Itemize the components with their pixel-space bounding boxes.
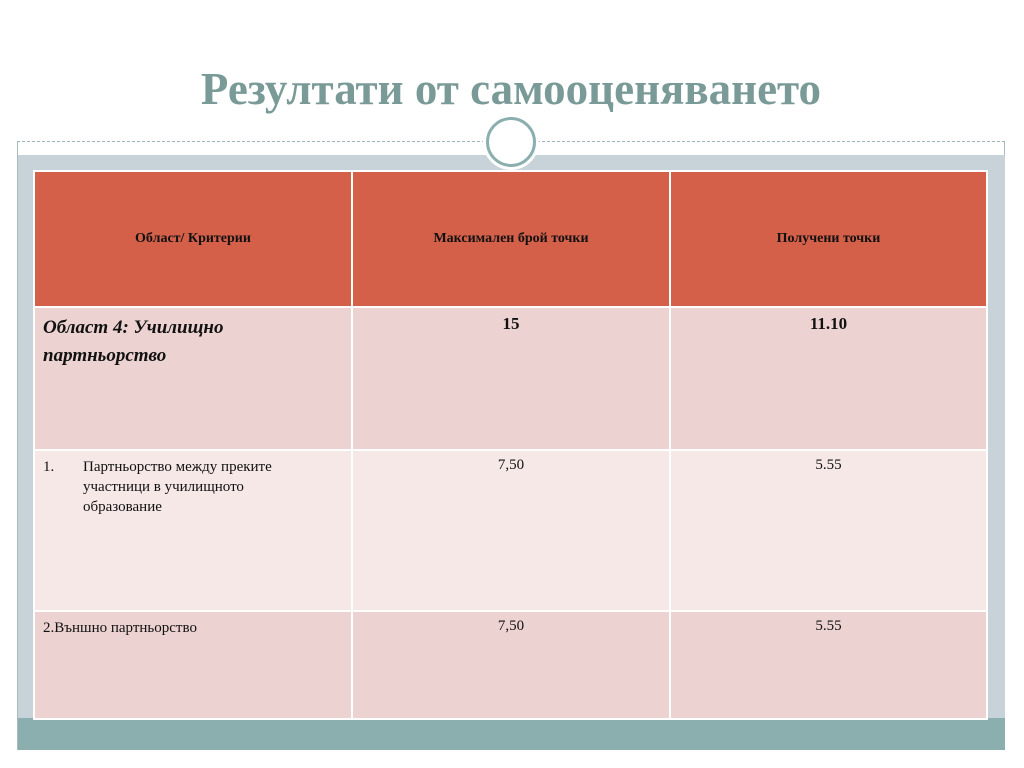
received-cell [670, 611, 987, 719]
criterion-received-points: 5.55 [815, 618, 842, 634]
area-cell [34, 307, 352, 450]
header-received-points: Получени точки [670, 171, 987, 307]
header-max-points: Максимален брой точки [352, 171, 670, 307]
results-table [33, 170, 988, 720]
area-received-points: 11.10 [809, 314, 848, 333]
area-max-points: 15 [502, 314, 520, 333]
criterion-max-points: 7,50 [497, 457, 525, 473]
criterion-received-points: 5.55 [815, 457, 842, 473]
criterion-label: 2.Външно партньорство [43, 620, 197, 636]
criterion-cell [34, 611, 352, 719]
header-area-criteria: Област/ Критерии [34, 171, 352, 307]
received-cell [670, 450, 987, 611]
criterion-cell [34, 450, 352, 611]
table-header-row [34, 171, 987, 307]
table-row [34, 450, 987, 611]
slide-title: Резултати от самооценяването [200, 64, 822, 114]
criterion-max-points: 7,50 [497, 618, 525, 634]
circle-ornament-icon [483, 114, 539, 170]
max-cell [352, 450, 670, 611]
table-row [34, 307, 987, 450]
footer-bar [18, 718, 1005, 750]
area-label: Област 4: Училищно партньорство [43, 317, 224, 366]
max-cell [352, 611, 670, 719]
received-cell [670, 307, 987, 450]
max-cell [352, 307, 670, 450]
criterion-number: 1. [43, 459, 55, 475]
table-row [34, 611, 987, 719]
criterion-label: Партньорство между преките участници в училищното образование [83, 459, 272, 515]
